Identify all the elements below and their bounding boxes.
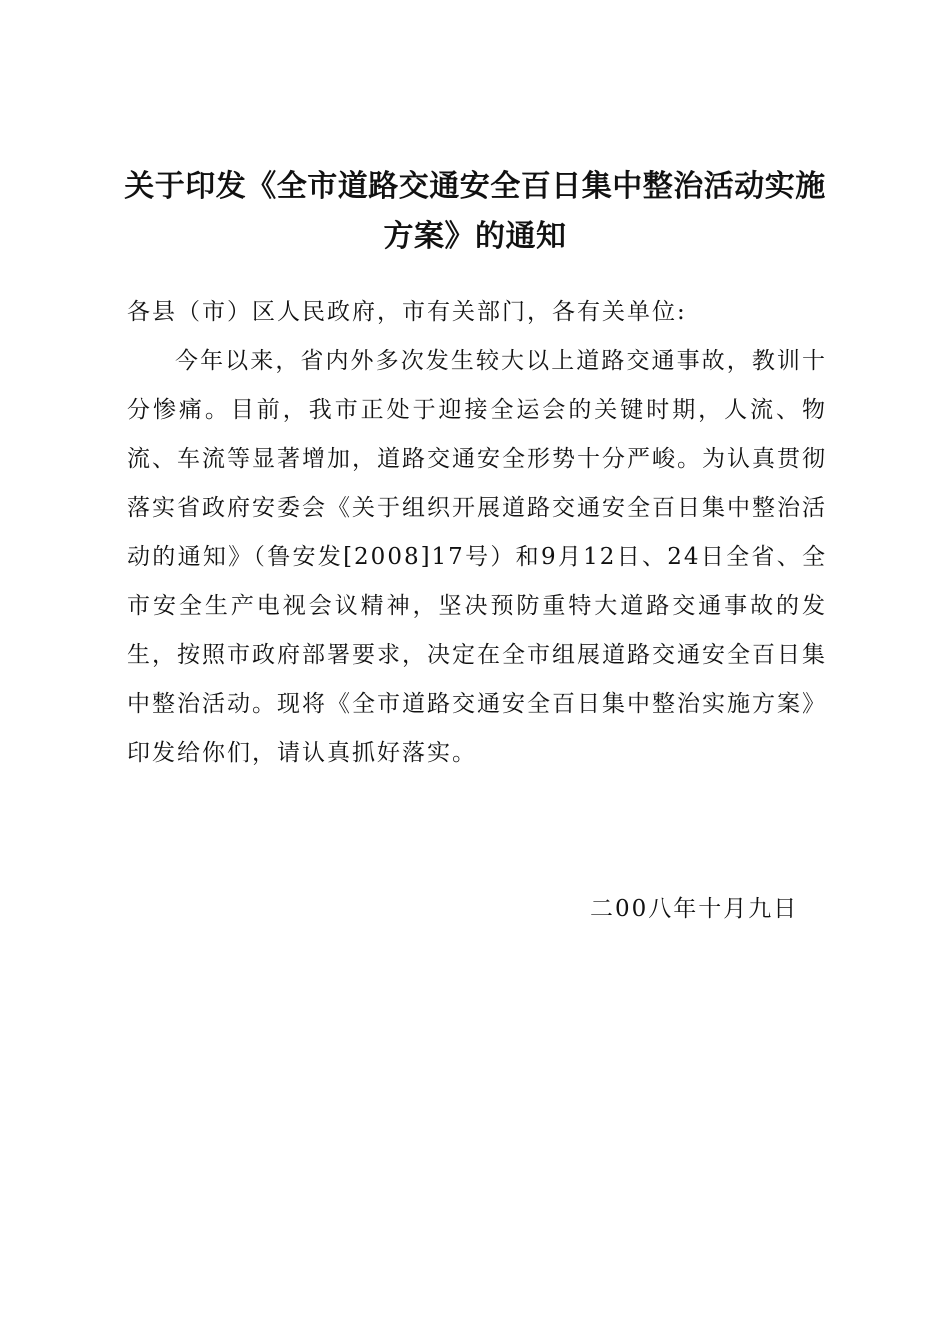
body-paragraph: 今年以来，省内外多次发生较大以上道路交通事故，教训十分惨痛。目前，我市正处于迎接全运会的关键时期，人流、物流、车流等显著增加，道路交通安全形势十分严峻。为认真贯彻落实省政府安委会《关于组织开展道路交通安全百日集中整治活动的通知》（鲁安发[2008]17号）和9月12日、24日全省、全市安全生产电视会议精神，坚决预防重特大道路交通事故的发生，按照市政府部署要求，决定在全市组展道路交通安全百日集中整治活动。现将《全市道路交通安全百日集中整治实施方案》印发给你们，请认真抓好落实。 <box>127 348 827 766</box>
issue-date: 二00八年十月九日 <box>590 896 799 922</box>
salutation: 各县（市）区人民政府，市有关部门，各有关单位: <box>127 299 687 325</box>
document-title: 关于印发《全市道路交通安全百日集中整治活动实施方案》的通知 <box>124 169 826 254</box>
